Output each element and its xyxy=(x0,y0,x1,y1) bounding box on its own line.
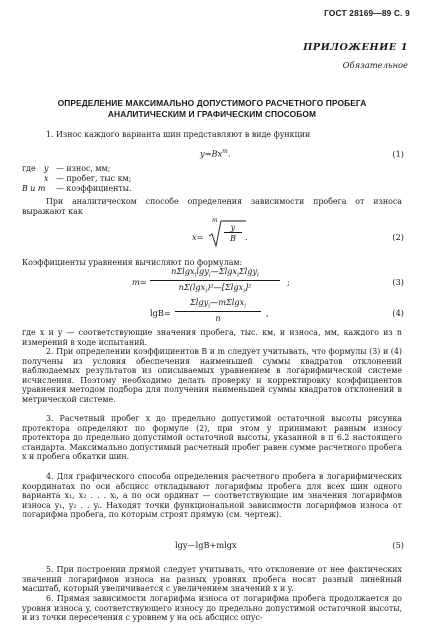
eq3-num-c: Σlgy xyxy=(238,266,258,276)
equation-3-lhs: m= xyxy=(132,277,147,287)
paragraph-2: При аналитическом способе определения зависимости пробега от износа выражают как xyxy=(22,197,402,216)
appendix-status: Обязательное xyxy=(342,60,408,70)
equation-3-number: (3) xyxy=(392,277,404,287)
eq3-den-a: nΣ(lgx xyxy=(178,281,206,292)
definition-bm-text: — коэффициенты. xyxy=(56,184,132,193)
eq4-num-a: Σlgy xyxy=(189,297,209,307)
definition-bm-symbol: B и m xyxy=(22,184,46,193)
equation-1-formula: y=Bx xyxy=(200,148,223,159)
equation-3-numerator: nΣlgx$_i$lgy$_i$—Σlgx$_i$Σlgy$_i$ xyxy=(150,266,280,281)
equation-4-separator: , xyxy=(266,308,269,318)
equation-1 xyxy=(200,148,230,159)
equation-4-number: (4) xyxy=(392,308,404,318)
definition-y-text: — износ, мм; xyxy=(56,164,111,173)
equation-3-separator: ; xyxy=(287,277,290,287)
paragraph-3: Коэффициенты уравнения вычисляют по формулам: xyxy=(22,258,243,267)
equation-2-dot: . xyxy=(245,232,248,242)
eq3-den-c: ]² xyxy=(244,281,252,292)
equation-2-fraction xyxy=(224,222,242,243)
equation-4-lhs: lgB= xyxy=(150,308,171,318)
equation-2-numerator: y xyxy=(224,222,242,233)
paragraph-6: 3. Расчетный пробег x до предельно допустимой остаточной высоты рисунка протектора определяют по формуле (2), при этом y принимают равным износу протектора до предельно допустимой остаточной высоты, указанной в п 6.2 настоящего стандарта. Максимально допустимый расчетный пробег равен сумме расчетного пробега x и пробега обкатки шин. xyxy=(22,414,402,461)
equation-2-denominator: B xyxy=(229,233,237,243)
eq3-num-a: nΣlgx xyxy=(171,266,195,276)
definitions-where: где xyxy=(22,164,36,173)
definition-x-text: — пробег, тыс км; xyxy=(56,174,132,183)
page-header: ГОСТ 28169—89 С. 9 xyxy=(324,8,410,18)
equation-4-denominator: n xyxy=(215,312,221,323)
equation-5-number: (5) xyxy=(392,540,404,550)
equation-3-denominator: nΣ(lgx$_i$)²—[Σlgx$_i$]² xyxy=(178,281,252,295)
eq4-num-b: —mΣlgx xyxy=(210,297,245,307)
equation-1-dot: . xyxy=(227,148,231,159)
paragraph-7: 4. Для графического способа определения расчетного пробега в логарифмических координатах по оси абсцисс откладывают логарифмы пробега для всех шин одного варианта x₁, x₂ . . . xᵢ, а по оси ординат — соответствующие им значения логарифмов износа y₁, y₂ . . yᵢ. Находят точки функциональной зависимости логарифмов износа от логарифма пробега, по которым строят прямую (см. чертеж). xyxy=(22,472,402,519)
paragraph-4: где x и y — соответствующие значения пробега, тыс. км, и износа, мм, каждого из n измерений в ходе испытаний. xyxy=(22,328,402,347)
equation-1-exponent: m xyxy=(222,148,228,155)
section-title: ОПРЕДЕЛЕНИЕ МАКСИМАЛЬНО ДОПУСТИМОГО РАСЧЕТНОГО ПРОБЕГА АНАЛИТИЧЕСКИМ И ГРАФИЧЕСКИМ СПОСОБОМ xyxy=(57,98,367,119)
equation-2-number: (2) xyxy=(392,232,404,242)
definition-x-symbol: x xyxy=(44,174,49,183)
equation-2-root-index: m xyxy=(212,217,218,224)
eq3-den-b: )²—[Σlgx xyxy=(207,281,244,292)
equation-3-fraction xyxy=(150,266,280,294)
paragraph-8: 5. При построении прямой следует учитывать, что отклонение от нее фактических значений логарифмов износа на разных уровнях пробега носят разный линейный масштаб, который увеличивается с увеличением значений x и y. xyxy=(22,565,402,593)
paragraph-5: 2. При определении коэффициентов B и m следует учитывать, что формулы (3) и (4) получены из условия обеспечения наименьшей суммы квадратов отклонений наблюдаемых результатов из описываемых уравнением в логарифмической системе исчисления. Поэтому необходимо делать проверку и корректировку коэффициентов уравнения методом подбора для получения наименьшей суммы квадратов отклонений в метрической системе. xyxy=(22,347,402,404)
appendix-title: ПРИЛОЖЕНИЕ 1 xyxy=(303,42,408,53)
eq3-num-b: —Σlgx xyxy=(210,266,238,276)
definition-y-symbol: y xyxy=(44,164,49,173)
equation-5: lgy—lgB+mlgx xyxy=(175,540,237,550)
equation-4-numerator: Σlgy$_i$—mΣlgx$_i$ xyxy=(175,297,261,312)
eq3-num-tail: lgy xyxy=(196,266,209,276)
equation-2-lhs: x= xyxy=(192,232,204,242)
paragraph-9: 6. Прямая зависимости логарифма износа от логарифма пробега продолжается до уровня износа y, соответствующего износу до предельно допустимой остаточной высоты, и из точки пересечения с уровнем y на ось абсцисс опус- xyxy=(22,594,402,622)
equation-4-fraction xyxy=(175,297,261,323)
equation-1-number: (1) xyxy=(392,149,404,159)
paragraph-1: 1. Износ каждого варианта шин представляют в виде функции xyxy=(46,130,311,139)
